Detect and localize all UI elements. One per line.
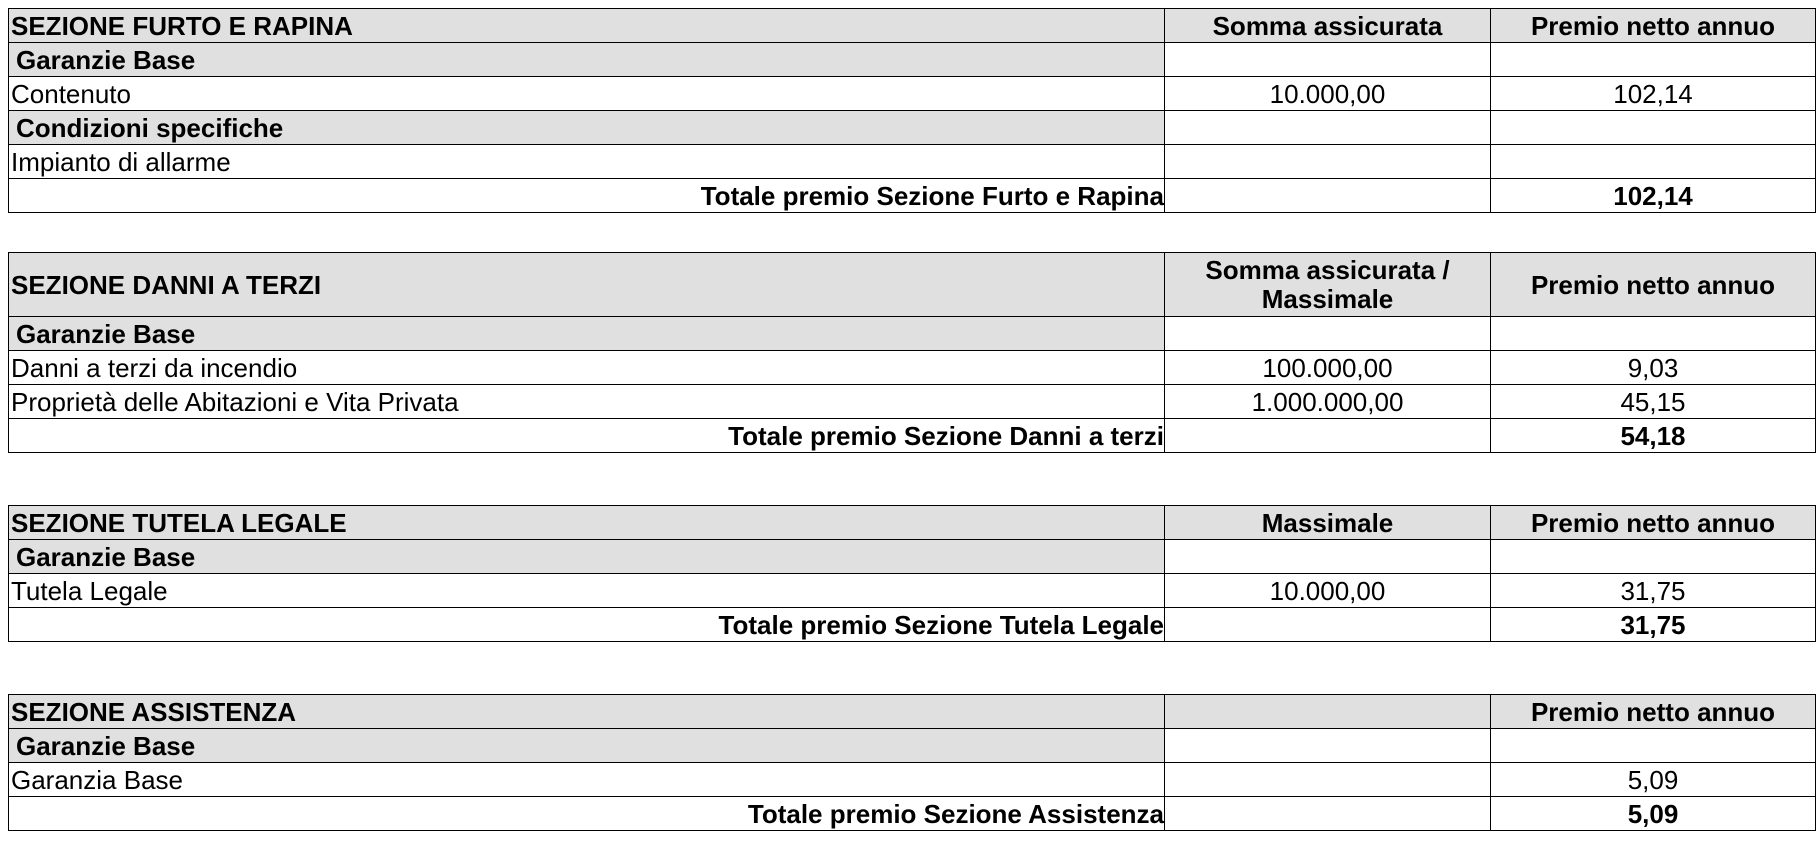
section-header-row (9, 253, 1816, 317)
premium-cell (1491, 729, 1816, 763)
total-row (9, 797, 1816, 831)
coverage-label: Impianto di allarme (9, 145, 1165, 179)
section-spacer (8, 642, 1815, 694)
total-label: Totale premio Sezione Furto e Rapina (9, 179, 1165, 213)
total-empty-cell (1165, 608, 1491, 642)
insured-sum-cell: 1.000.000,00 (1165, 385, 1491, 419)
coverage-label: Tutela Legale (9, 574, 1165, 608)
coverage-label: Danni a terzi da incendio (9, 351, 1165, 385)
section-title: SEZIONE FURTO E RAPINA (9, 9, 1165, 43)
subheader-label: Garanzie Base (9, 43, 1165, 77)
subheader-row (9, 43, 1816, 77)
total-row (9, 179, 1816, 213)
table-row (9, 77, 1816, 111)
coverage-label: Garanzia Base (9, 763, 1165, 797)
section-title: SEZIONE DANNI A TERZI (9, 253, 1165, 317)
insured-sum-cell: 10.000,00 (1165, 574, 1491, 608)
premium-cell: 5,09 (1491, 763, 1816, 797)
insured-sum-cell (1165, 540, 1491, 574)
section-header-row (9, 695, 1816, 729)
section-header-row (9, 9, 1816, 43)
insured-sum-cell (1165, 111, 1491, 145)
empty-header (1165, 695, 1491, 729)
total-label: Totale premio Sezione Danni a terzi (9, 419, 1165, 453)
insured-sum-cell: 100.000,00 (1165, 351, 1491, 385)
premium-cell (1491, 540, 1816, 574)
section-title: SEZIONE ASSISTENZA (9, 695, 1165, 729)
subheader-row (9, 317, 1816, 351)
total-empty-cell (1165, 179, 1491, 213)
section-danni-terzi-table (8, 252, 1816, 453)
annual-net-premium-header: Premio netto annuo (1491, 506, 1816, 540)
insured-sum-header: Somma assicurata (1165, 9, 1491, 43)
insured-sum-cell (1165, 43, 1491, 77)
premium-cell: 31,75 (1491, 574, 1816, 608)
table-row (9, 351, 1816, 385)
section-header-row (9, 506, 1816, 540)
total-label: Totale premio Sezione Assistenza (9, 797, 1165, 831)
subheader-label: Garanzie Base (9, 540, 1165, 574)
subheader-row (9, 540, 1816, 574)
subheader-row (9, 729, 1816, 763)
insured-sum-cell: 10.000,00 (1165, 77, 1491, 111)
total-empty-cell (1165, 419, 1491, 453)
section-spacer (8, 213, 1815, 252)
total-row (9, 419, 1816, 453)
subheader-label: Garanzie Base (9, 317, 1165, 351)
insured-sum-cell (1165, 763, 1491, 797)
premium-cell: 9,03 (1491, 351, 1816, 385)
annual-net-premium-header: Premio netto annuo (1491, 253, 1816, 317)
total-row (9, 608, 1816, 642)
premium-cell (1491, 317, 1816, 351)
total-value: 54,18 (1491, 419, 1816, 453)
table-row (9, 574, 1816, 608)
premium-cell (1491, 43, 1816, 77)
insured-sum-cell (1165, 729, 1491, 763)
premium-cell: 45,15 (1491, 385, 1816, 419)
total-value: 31,75 (1491, 608, 1816, 642)
table-row (9, 385, 1816, 419)
insured-sum-cell (1165, 317, 1491, 351)
section-title: SEZIONE TUTELA LEGALE (9, 506, 1165, 540)
section-tutela-legale-table (8, 505, 1816, 642)
subheader-label: Garanzie Base (9, 729, 1165, 763)
premium-cell (1491, 145, 1816, 179)
table-row (9, 763, 1816, 797)
total-empty-cell (1165, 797, 1491, 831)
total-label: Totale premio Sezione Tutela Legale (9, 608, 1165, 642)
premium-cell (1491, 111, 1816, 145)
annual-net-premium-header: Premio netto annuo (1491, 9, 1816, 43)
insured-sum-limit-header (1165, 253, 1491, 317)
total-value: 102,14 (1491, 179, 1816, 213)
insured-sum-cell (1165, 145, 1491, 179)
premium-summary-sheet (8, 8, 1815, 831)
insured-sum-limit-header-text: Somma assicurata / Massimale (1205, 254, 1450, 314)
coverage-label: Proprietà delle Abitazioni e Vita Privata (9, 385, 1165, 419)
premium-cell: 102,14 (1491, 77, 1816, 111)
total-value: 5,09 (1491, 797, 1816, 831)
table-row (9, 145, 1816, 179)
section-assistenza-table (8, 694, 1816, 831)
annual-net-premium-header: Premio netto annuo (1491, 695, 1816, 729)
limit-header: Massimale (1165, 506, 1491, 540)
subheader-label: Condizioni specifiche (9, 111, 1165, 145)
subheader-row (9, 111, 1816, 145)
coverage-label: Contenuto (9, 77, 1165, 111)
section-furto-rapina-table (8, 8, 1816, 213)
section-spacer (8, 453, 1815, 505)
